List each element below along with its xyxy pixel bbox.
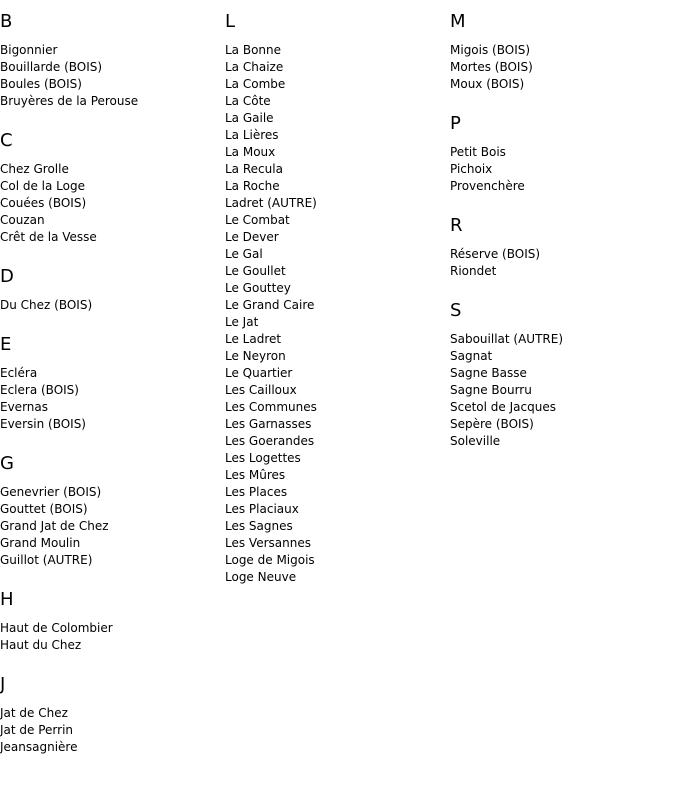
letter-heading: D [0, 266, 14, 287]
letter-group-p [450, 113, 670, 195]
place-name: Les Communes [225, 400, 317, 414]
place-name: Eclera (BOIS) [0, 383, 79, 397]
place-name-list [450, 42, 670, 93]
place-name: La Lières [225, 128, 279, 142]
index-column-3 [450, 0, 670, 450]
place-name: Migois (BOIS) [450, 43, 531, 57]
place-name: Bigonnier [0, 43, 58, 57]
place-name-list [0, 161, 220, 246]
place-name: Le Quartier [225, 366, 293, 380]
place-name: Moux (BOIS) [450, 77, 525, 91]
place-name: Pichoix [450, 162, 493, 176]
place-name: Couzan [0, 213, 45, 227]
letter-group-e [0, 334, 220, 433]
place-name: Petit Bois [450, 145, 506, 159]
place-name-list [450, 246, 670, 280]
place-name: Les Garnasses [225, 417, 312, 431]
place-name-list [0, 484, 220, 569]
place-name-list [0, 297, 220, 314]
letter-group-l [225, 11, 445, 586]
letter-heading: S [450, 300, 462, 321]
place-name: Genevrier (BOIS) [0, 485, 102, 499]
place-name: Loge Neuve [225, 570, 297, 584]
place-name: Scetol de Jacques [450, 400, 556, 414]
place-name: Sagne Bourru [450, 383, 532, 397]
place-name: Les Mûres [225, 468, 286, 482]
place-name: Le Jat [225, 315, 259, 329]
letter-heading: C [0, 130, 13, 151]
letter-heading: P [450, 113, 461, 134]
place-name: Le Grand Caire [225, 298, 315, 312]
place-name: Jat de Perrin [0, 723, 74, 737]
letter-heading: G [0, 453, 14, 474]
place-name: Loge de Migois [225, 553, 315, 567]
letter-group-j [0, 674, 220, 756]
place-name-list [0, 42, 220, 110]
place-name: Guillot (AUTRE) [0, 553, 93, 567]
index-column-1 [0, 0, 220, 756]
place-name: Chez Grolle [0, 162, 69, 176]
place-name: Réserve (BOIS) [450, 247, 541, 261]
place-name: Sagnat [450, 349, 493, 363]
place-name-list [225, 42, 445, 586]
place-name-list [0, 620, 220, 654]
place-name: La Bonne [225, 43, 282, 57]
place-name: Riondet [450, 264, 497, 278]
place-name: Grand Jat de Chez [0, 519, 109, 533]
place-name: Les Sagnes [225, 519, 293, 533]
place-name: Les Versannes [225, 536, 311, 550]
place-name: Le Gal [225, 247, 263, 261]
place-name: Couées (BOIS) [0, 196, 87, 210]
place-name: Eversin (BOIS) [0, 417, 86, 431]
letter-group-r [450, 215, 670, 280]
place-name: Le Neyron [225, 349, 286, 363]
place-name: Bouillarde (BOIS) [0, 60, 103, 74]
place-name: Sepère (BOIS) [450, 417, 534, 431]
index-column-2 [225, 0, 445, 586]
letter-heading: R [450, 215, 463, 236]
place-name: La Moux [225, 145, 276, 159]
place-name: Crêt de la Vesse [0, 230, 97, 244]
place-name: Jeansagnière [0, 740, 78, 754]
place-name: Les Placiaux [225, 502, 299, 516]
place-name: La Roche [225, 179, 280, 193]
place-name: Provenchère [450, 179, 525, 193]
place-name-list [450, 331, 670, 450]
place-name-list [0, 365, 220, 433]
place-name: Bruyères de la Perouse [0, 94, 139, 108]
letter-heading: J [0, 674, 6, 695]
letter-heading: L [225, 11, 236, 32]
place-name: Jat de Chez [0, 706, 68, 720]
place-name: Les Logettes [225, 451, 301, 465]
place-name: La Chaize [225, 60, 284, 74]
letter-group-d [0, 266, 220, 314]
place-name: Sagne Basse [450, 366, 527, 380]
letter-heading: B [0, 11, 13, 32]
place-name: Le Gouttey [225, 281, 291, 295]
letter-heading: E [0, 334, 12, 355]
place-name-list [450, 144, 670, 195]
letter-group-g [0, 453, 220, 569]
letter-group-h [0, 589, 220, 654]
place-name: La Gaile [225, 111, 274, 125]
place-name: Le Dever [225, 230, 279, 244]
place-name: Le Ladret [225, 332, 282, 346]
letter-group-b [0, 11, 220, 110]
place-name: La Combe [225, 77, 286, 91]
place-name: Du Chez (BOIS) [0, 298, 93, 312]
place-name: Ladret (AUTRE) [225, 196, 317, 210]
place-name: Soleville [450, 434, 501, 448]
place-name: Haut de Colombier [0, 621, 113, 635]
place-name: Mortes (BOIS) [450, 60, 533, 74]
place-name: Col de la Loge [0, 179, 86, 193]
place-name: Les Cailloux [225, 383, 297, 397]
letter-heading: H [0, 589, 14, 610]
place-name: Les Places [225, 485, 288, 499]
place-name: La Recula [225, 162, 283, 176]
letter-group-c [0, 130, 220, 246]
place-name: Le Combat [225, 213, 290, 227]
letter-group-m [450, 11, 670, 93]
place-name: Haut du Chez [0, 638, 82, 652]
place-name: Le Goullet [225, 264, 286, 278]
place-name: Les Goerandes [225, 434, 315, 448]
place-name: Boules (BOIS) [0, 77, 82, 91]
letter-heading: M [450, 11, 466, 32]
place-name: Evernas [0, 400, 48, 414]
place-name: Grand Moulin [0, 536, 81, 550]
place-name: Gouttet (BOIS) [0, 502, 88, 516]
place-name: La Côte [225, 94, 271, 108]
letter-group-s [450, 300, 670, 450]
place-name: Sabouillat (AUTRE) [450, 332, 564, 346]
place-name-list [0, 705, 220, 756]
place-name: Ecléra [0, 366, 38, 380]
